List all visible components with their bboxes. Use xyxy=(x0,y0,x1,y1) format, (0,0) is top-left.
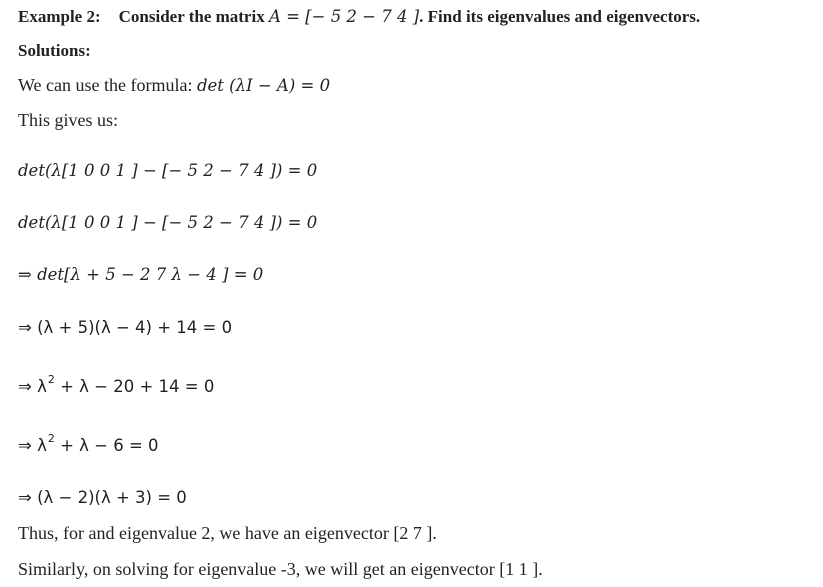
example-statement xyxy=(18,6,700,28)
example-matrix: A = [− 5 2 − 7 4 ] xyxy=(268,7,420,26)
solutions-heading: Solutions: xyxy=(18,41,91,60)
example-text-start: Consider the matrix xyxy=(118,7,269,26)
step-5-rest: + λ − 20 + 14 = 0 xyxy=(54,377,215,396)
formula-intro: We can use the formula: xyxy=(18,75,197,95)
step-6-start: ⇒ λ xyxy=(18,436,47,455)
step-7: ⇒ (λ − 2)(λ + 3) = 0 xyxy=(18,488,187,507)
conclusion-1: Thus, for and eigenvalue 2, we have an eigenvector [2 7 ]. xyxy=(18,523,437,543)
step-6-rest: + λ − 6 = 0 xyxy=(54,436,159,455)
step-5 xyxy=(18,373,215,400)
step-3: ⇒ det[λ + 5 − 2 7 λ − 4 ] = 0 xyxy=(18,265,264,284)
step-5-start: ⇒ λ xyxy=(18,377,47,396)
example-text-end: . Find its eigenvalues and eigenvectors. xyxy=(419,7,701,26)
step-2: det(λ[1 0 0 1 ] − [− 5 2 − 7 4 ]) = 0 xyxy=(18,213,318,232)
step-1: det(λ[1 0 0 1 ] − [− 5 2 − 7 4 ]) = 0 xyxy=(18,161,318,180)
conclusion-2: Similarly, on solving for eigenvalue -3, we will get an eigenvector [1 1 ]. xyxy=(18,559,543,579)
example-label: Example 2: xyxy=(18,7,101,26)
step-6 xyxy=(18,432,159,459)
step-4: ⇒ (λ + 5)(λ − 4) + 14 = 0 xyxy=(18,318,233,337)
gives-text: This gives us: xyxy=(18,110,119,130)
step-5-exponent: 2 xyxy=(47,373,55,386)
step-6-exponent: 2 xyxy=(47,432,55,445)
formula: det (λI − A) = 0 xyxy=(196,76,331,95)
formula-line xyxy=(18,74,330,97)
